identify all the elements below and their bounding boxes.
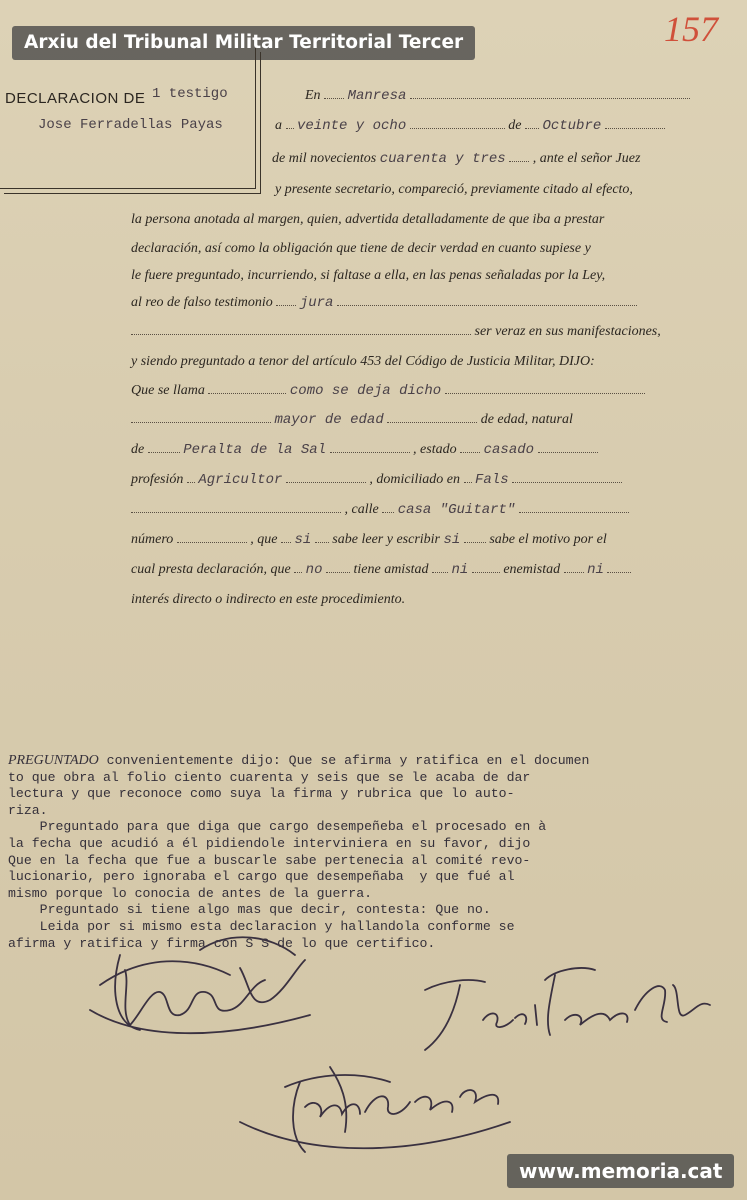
form-line-year <box>272 151 640 167</box>
form-line-6: declaración, así como la obligación que tiene de decir verdad en cuanto supiese y <box>131 241 591 256</box>
sabe-leer-value: si <box>294 532 312 548</box>
statement-line-7: Que en la fecha que fue a buscarle sabe pertenecia al comité revo- <box>8 852 531 868</box>
signature-secretary <box>230 1062 530 1162</box>
origin-label: de <box>131 442 145 457</box>
amistad-value: no <box>305 562 323 578</box>
estado-value: casado <box>483 442 535 458</box>
folio-number: 157 <box>664 9 718 49</box>
form-line-calle <box>131 502 629 518</box>
declaration-testigo: 1 testigo <box>152 86 228 102</box>
enemistad-label: enemistad <box>503 562 561 577</box>
sabe-motivo-value: si <box>443 532 461 548</box>
form-line-4: y presente secretario, compareció, previamente citado al efecto, <box>275 182 633 197</box>
form-line-age <box>131 412 573 428</box>
age-value: mayor de edad <box>274 412 384 428</box>
footer-banner: www.memoria.cat <box>507 1154 734 1188</box>
statement-line-3: lectura y que reconoce como suya la firma y rubrica que lo auto- <box>8 786 515 802</box>
l8-prefix: al reo de falso testimonio <box>131 295 273 310</box>
month-value: Octubre <box>542 118 602 134</box>
form-line-profession <box>131 472 622 488</box>
day-value: veinte y ocho <box>297 118 407 134</box>
year-prefix: de mil novecientos <box>272 151 377 166</box>
form-line-18: interés directo o indirecto en este procedimiento. <box>131 592 406 607</box>
l3-suffix: , ante el señor Juez <box>532 151 641 166</box>
statement-line-9: mismo porque lo conocia de antes de la guerra. <box>8 885 373 901</box>
year-value: cuarenta y tres <box>379 151 506 167</box>
a-label: a <box>275 118 282 133</box>
signature-judge <box>80 930 350 1050</box>
ni-value-2: ni <box>587 562 604 578</box>
name-value: como se deja dicho <box>289 383 442 399</box>
statement-block <box>8 753 728 952</box>
form-line-5: la persona anotada al margen, quien, advertida detalladamente de que iba a prestar <box>131 212 605 227</box>
l9-suffix: ser veraz en sus manifestaciones, <box>474 324 661 339</box>
statement-line-6: la fecha que acudió a él pidiendole interviniera en su favor, dijo <box>8 835 531 851</box>
origin-value: Peralta de la Sal <box>183 442 327 458</box>
form-line-name <box>131 383 645 399</box>
que-label: , que <box>250 532 278 547</box>
form-line-9 <box>131 324 661 340</box>
form-line-oath <box>131 295 637 311</box>
archive-banner: Arxiu del Tribunal Militar Territorial Tercer <box>12 26 475 60</box>
form-line-10: y siendo preguntado a tenor del artículo 453 del Código de Justicia Militar, DIJO: <box>131 354 595 369</box>
age-suffix: de edad, natural <box>480 412 573 427</box>
statement-line-12: afirma y ratifica y firma con S S de lo que certifico. <box>8 935 436 951</box>
declaration-label: DECLARACION DE <box>5 90 146 107</box>
form-line-place <box>305 88 690 104</box>
de-label: de <box>508 118 522 133</box>
calle-value: casa "Guitart" <box>397 502 516 518</box>
sabe-leer-label: sabe leer y escribir <box>332 532 440 547</box>
name-label: Que se llama <box>131 383 205 398</box>
prof-value: Agricultor <box>198 472 283 488</box>
statement-line-1: convenientemente dijo: Que se afirma y ratifica en el documen <box>106 753 590 768</box>
form-line-origin <box>131 442 598 458</box>
statement-line-10: Preguntado si tiene algo mas que decir, contesta: Que no. <box>8 902 491 918</box>
sabe-motivo-label: sabe el motivo por el <box>489 532 607 547</box>
form-line-date <box>275 118 665 134</box>
signature-witness <box>405 950 725 1060</box>
ni-value-1: ni <box>451 562 469 578</box>
statement-label: PREGUNTADO <box>8 753 99 768</box>
form-line-7: le fuere preguntado, incurriendo, si faltase a ella, en las penas señaladas por la Ley, <box>131 268 606 283</box>
domic-label: , domiciliado en <box>369 472 460 487</box>
estado-label: , estado <box>413 442 457 457</box>
statement-line-2: to que obra al folio ciento cuarenta y seis que se le acaba de dar <box>8 769 531 785</box>
statement-line-5: Preguntado para que diga que cargo desempeñeba el procesado en à <box>8 819 547 835</box>
place-value: Manresa <box>347 88 407 104</box>
statement-line-11: Leida por si mismo esta declaracion y hallandola conforme se <box>8 918 515 934</box>
amistad-label: tiene amistad <box>353 562 429 577</box>
en-label: En <box>305 88 321 103</box>
l17-prefix: cual presta declaración, que <box>131 562 291 577</box>
calle-label: , calle <box>344 502 379 517</box>
witness-name: Jose Ferradellas Payas <box>38 117 223 133</box>
numero-label: número <box>131 532 174 547</box>
domic-value: Fals <box>475 472 509 488</box>
prof-label: profesión <box>131 472 184 487</box>
oath-value: jura <box>299 295 334 311</box>
statement-line-4: riza. <box>8 802 48 818</box>
form-line-amistad <box>131 562 631 578</box>
statement-line-8: lucionario, pero ignoraba el cargo que desempeñaba y que fué al <box>8 869 515 885</box>
form-line-numero <box>131 532 607 548</box>
